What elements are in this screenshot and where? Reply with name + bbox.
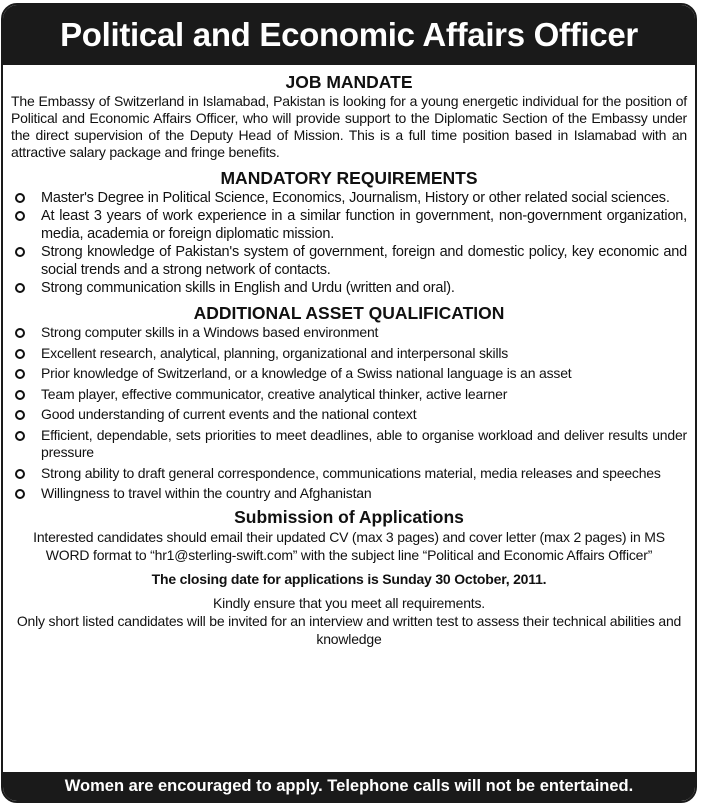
advertisement-frame [1,3,697,803]
shortlist-note: Only short listed candidates will be invited for an interview and written test to assess their technical abilities and knowledge [16,612,682,647]
bullet-icon [15,349,25,359]
mandatory-requirements-heading: MANDATORY REQUIREMENTS [220,168,478,188]
list-item [11,345,687,363]
list-item [11,279,687,297]
bullet-icon [15,247,25,257]
bullet-icon [15,283,25,293]
submission-heading: Submission of Applications [234,506,464,527]
ad-footer: Women are encouraged to apply. Telephone calls will not be entertained. [3,772,695,801]
list-item-text: Willingness to travel within the country and Afghanistan [41,485,372,501]
list-item [11,243,687,279]
job-mandate-heading: JOB MANDATE [285,72,413,92]
list-item-text: Strong ability to draft general correspondence, communications material, media releases and speeches [41,464,661,481]
list-item-text: Team player, effective communicator, creative analytical thinker, active learner [41,385,508,402]
list-item [11,207,687,243]
list-item [11,324,687,342]
list-item [11,189,687,207]
bullet-icon [15,369,25,379]
ad-title: Political and Economic Affairs Officer [3,5,695,65]
list-item-text: Strong computer skills in a Windows based environment [41,324,379,340]
bullet-icon [15,489,25,499]
bullet-icon [15,410,25,420]
list-item [11,485,687,503]
mandatory-requirements-list [11,189,687,297]
list-item-text: Strong knowledge of Pakistan's system of government, foreign and domestic policy, key economic and social trends and a strong network of contacts. [41,244,687,278]
list-item [11,386,687,404]
bullet-icon [15,193,25,203]
requirements-reminder: Kindly ensure that you meet all requirements. [213,594,485,611]
list-item [11,365,687,383]
ad-body [3,65,695,648]
additional-qualification-list [11,324,687,503]
bullet-icon [15,390,25,400]
list-item-text: At least 3 years of work experience in a similar function in government, non-government organization, media, academia or foreign diplomatic mission. [41,208,687,242]
list-item-text: Good understanding of current events and the national context [41,406,417,422]
bullet-icon [15,431,25,441]
list-item-text: Master's Degree in Political Science, Economics, Journalism, History or other related social sciences. [41,190,670,206]
bullet-icon [15,469,25,479]
list-item-text: Strong communication skills in English and Urdu (written and oral). [41,280,455,296]
list-item-text: Prior knowledge of Switzerland, or a knowledge of a Swiss national language is an asset [41,365,572,381]
submission-text: Interested candidates should email their updated CV (max 3 pages) and cover letter (max 2 pages) in MS WORD format to “hr1@sterling-swift.com” with the subject line “Political and Economic Affairs Officer” [33,528,665,563]
additional-qualification-heading: ADDITIONAL ASSET QUALIFICATION [193,303,505,323]
list-item [11,465,687,483]
list-item [11,427,687,462]
list-item-text: Excellent research, analytical, planning, organizational and interpersonal skills [41,344,509,361]
job-mandate-text: The Embassy of Switzerland in Islamabad, Pakistan is looking for a young energetic individual for the position of Political and Economic Affairs Officer, who will provide support to the Diplomatic Section of the Embassy under the direct supervision of the Deputy Head of Mission. This is a full time position based in Islamabad with an attractive salary package and fringe benefits. [11,93,687,160]
closing-date: The closing date for applications is Sunday 30 October, 2011. [151,570,547,587]
list-item-text: Efficient, dependable, sets priorities to meet deadlines, able to organise workload and deliver results under pressure [41,426,687,460]
list-item [11,406,687,424]
bullet-icon [15,211,25,221]
bullet-icon [15,328,25,338]
